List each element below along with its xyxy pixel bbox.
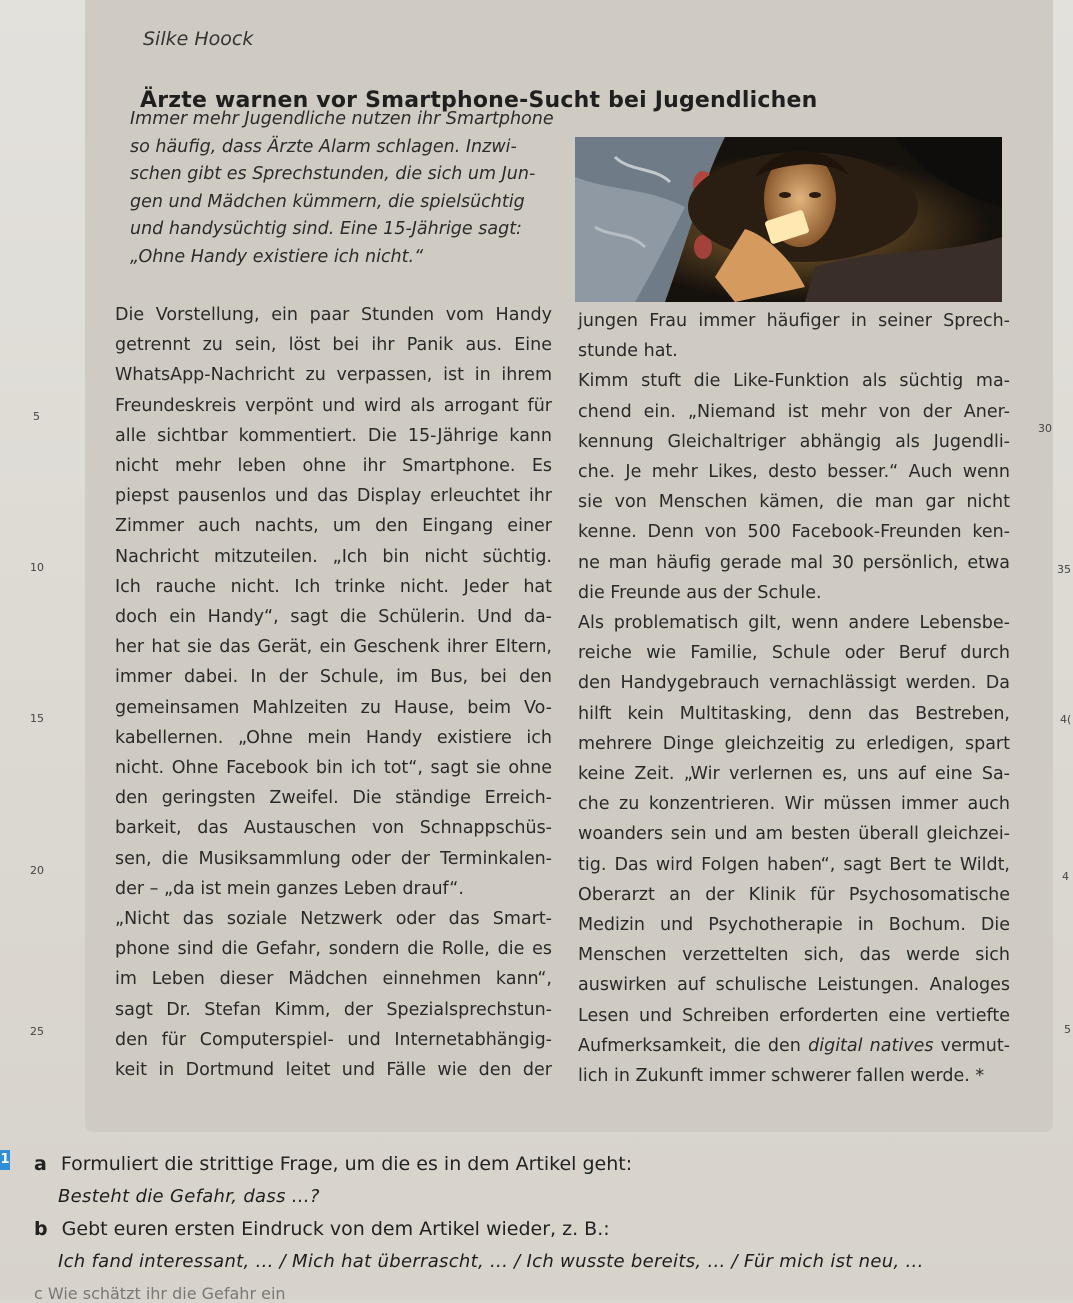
exercise-c-partial: c Wie schätzt ihr die Gefahr ein [34, 1284, 286, 1303]
text-line [578, 1031, 1010, 1061]
text-line: Kimm stuft die Like-Funktion als süchtig ma- [578, 371, 1010, 392]
text-line: Medizin und Psychotherapie in Bochum. Die [578, 915, 1010, 936]
article-column-left [115, 300, 552, 1085]
text-line: kenne. Denn von 500 Facebook-Freunden ken- [578, 522, 1010, 543]
text-line: keine Zeit. „Wir verlernen es, uns auf eine Sa- [578, 764, 1010, 785]
text-line: Menschen verzettelten sich, das werde sich [578, 945, 1010, 966]
text-line: „Nicht das soziale Netzwerk oder das Smart- [115, 909, 552, 930]
emphasis-digital-natives: digital natives [808, 1035, 934, 1056]
article-intro [130, 106, 562, 271]
exercise-a [34, 1153, 632, 1175]
text-line: den Handygebrauch vernachlässigt werden. Da [578, 673, 1010, 694]
text-line: nicht mehr leben ohne ihr Smartphone. Es [115, 456, 552, 477]
line-number: 5 [1064, 1023, 1071, 1036]
text-line: mehrere Dinge gleichzeitig zu erledigen, spart [578, 733, 1010, 754]
line-number: 4( [1060, 713, 1072, 726]
article-author: Silke Hoock [143, 28, 254, 50]
line-number: 20 [30, 864, 44, 877]
intro-line: und handysüchtig sind. Eine 15-Jährige sagt: [130, 219, 522, 239]
text-line: Ich rauche nicht. Ich trinke nicht. Jeder hat [115, 576, 552, 597]
line-number: 25 [30, 1025, 44, 1038]
text-line: alle sichtbar kommentiert. Die 15-Jährige kann [115, 425, 552, 446]
text-line: sen, die Musiksammlung oder der Terminkalen- [115, 848, 552, 869]
text-line: im Leben dieser Mädchen einnehmen kann“, [115, 969, 552, 990]
text-line: sagt Dr. Stefan Kimm, der Spezialsprechstun- [115, 999, 552, 1020]
girl-in-bed-with-phone-photo-icon [575, 137, 1002, 302]
line-number: 4 [1062, 870, 1069, 883]
text-fragment: Aufmerksamkeit, die den [578, 1035, 801, 1056]
text-line: immer dabei. In der Schule, im Bus, bei den [115, 667, 552, 688]
text-line: die Freunde aus der Schule. [578, 582, 822, 603]
text-line: den geringsten Zweifel. Die ständige Erreich- [115, 788, 552, 809]
text-line: doch ein Handy“, sagt die Schülerin. Und da- [115, 607, 552, 628]
line-number: 35 [1057, 563, 1071, 576]
intro-line: „Ohne Handy existiere ich nicht.“ [130, 246, 424, 267]
exercise-b-label: b [34, 1218, 48, 1240]
article-title: Ärzte warnen vor Smartphone-Sucht bei Jugendlichen [140, 88, 818, 113]
text-line: che zu konzentrieren. Wir müssen immer auch [578, 794, 1010, 815]
intro-line: Immer mehr Jugendliche nutzen ihr Smartphone [130, 109, 554, 129]
text-line: Lesen und Schreiben erforderten eine vertiefte [578, 1005, 1010, 1026]
text-line: reiche wie Familie, Schule oder Beruf durch [578, 643, 1010, 664]
line-number: 30 [1038, 422, 1052, 435]
article-photo [575, 137, 1002, 302]
text-line: phone sind die Gefahr, sondern die Rolle, die es [115, 939, 552, 960]
text-line: her hat sie das Gerät, ein Geschenk ihrer Eltern, [115, 637, 552, 658]
text-line: jungen Frau immer häufiger in seiner Sprech- [578, 311, 1010, 331]
intro-line: schen gibt es Sprechstunden, die sich um Jun- [130, 164, 536, 184]
line-number: 15 [30, 712, 44, 725]
text-line: Freundeskreis verpönt und wird als arrogant für [115, 395, 552, 416]
text-line: sie von Menschen kämen, die man gar nicht [578, 492, 1010, 513]
intro-line: so häufig, dass Ärzte Alarm schlagen. Inzwi- [130, 136, 517, 157]
text-line: chend ein. „Niemand ist mehr von der Aner- [578, 401, 1010, 422]
text-line: stunde hat. [578, 341, 678, 362]
text-line: WhatsApp-Nachricht zu verpassen, ist in ihrem [115, 365, 552, 386]
text-line: gemeinsamen Mahlzeiten zu Hause, beim Vo- [115, 697, 552, 718]
text-line: lich in Zukunft immer schwerer fallen werde. * [578, 1066, 985, 1087]
text-line: ne man häufig gerade mal 30 persönlich, etwa [578, 552, 1010, 573]
exercise-b-answer-stems: Ich fand interessant, ... / Mich hat überrascht, ... / Ich wusste bereits, ... / Für mich ist neu, ... [58, 1251, 924, 1272]
text-line: Die Vorstellung, ein paar Stunden vom Handy [115, 305, 552, 325]
text-line: kennung Gleichaltriger abhängig als Jugendli- [578, 431, 1010, 452]
text-line: keit in Dortmund leitet und Fälle wie den der [115, 1060, 552, 1081]
article-column-right [578, 306, 1010, 1091]
text-line: getrennt zu sein, löst bei ihr Panik aus. Eine [115, 335, 552, 356]
exercise-b-text: Gebt euren ersten Eindruck von dem Artikel wieder, z. B.: [61, 1218, 610, 1240]
exercise-a-label: a [34, 1153, 47, 1175]
exercise-a-text: Formuliert die strittige Frage, um die es in dem Artikel geht: [60, 1153, 633, 1175]
text-line: Als problematisch gilt, wenn andere Lebensbe- [578, 613, 1010, 634]
intro-line: gen und Mädchen kümmern, die spielsüchtig [130, 191, 525, 212]
text-line: nicht. Ohne Facebook bin ich tot“, sagt sie ohne [115, 758, 552, 779]
text-line: auswirken auf schulische Leistungen. Analoges [578, 975, 1010, 996]
line-number: 5 [33, 410, 40, 423]
text-line: tig. Das wird Folgen haben“, sagt Bert te Wildt, [578, 854, 1010, 875]
text-line: woanders sein und am besten überall gleichzei- [578, 824, 1010, 845]
exercise-a-answer-stem: Besteht die Gefahr, dass ...? [58, 1186, 320, 1207]
text-line: den für Computerspiel- und Internetabhängig- [115, 1029, 552, 1050]
text-line: barkeit, das Austauschen von Schnappschüs- [115, 818, 552, 839]
text-line: piepst pausenlos und das Display erleuchtet ihr [115, 486, 552, 507]
line-number: 10 [30, 561, 44, 574]
text-line: Nachricht mitzuteilen. „Ich bin nicht süchtig. [115, 546, 552, 567]
text-line: Zimmer auch nachts, um den Eingang einer [115, 516, 552, 537]
text-line: hilft kein Multitasking, denn das Bestreben, [578, 703, 1010, 724]
exercise-number-badge: 1 [0, 1150, 10, 1170]
text-line: kabellernen. „Ohne mein Handy existiere ich [115, 727, 552, 748]
text-line: Oberarzt an der Klinik für Psychosomatische [578, 884, 1010, 905]
text-line: che. Je mehr Likes, desto besser.“ Auch wenn [578, 462, 1010, 483]
exercise-b [34, 1218, 610, 1240]
text-fragment: vermut- [940, 1035, 1010, 1056]
text-line: der – „da ist mein ganzes Leben drauf“. [115, 878, 464, 899]
